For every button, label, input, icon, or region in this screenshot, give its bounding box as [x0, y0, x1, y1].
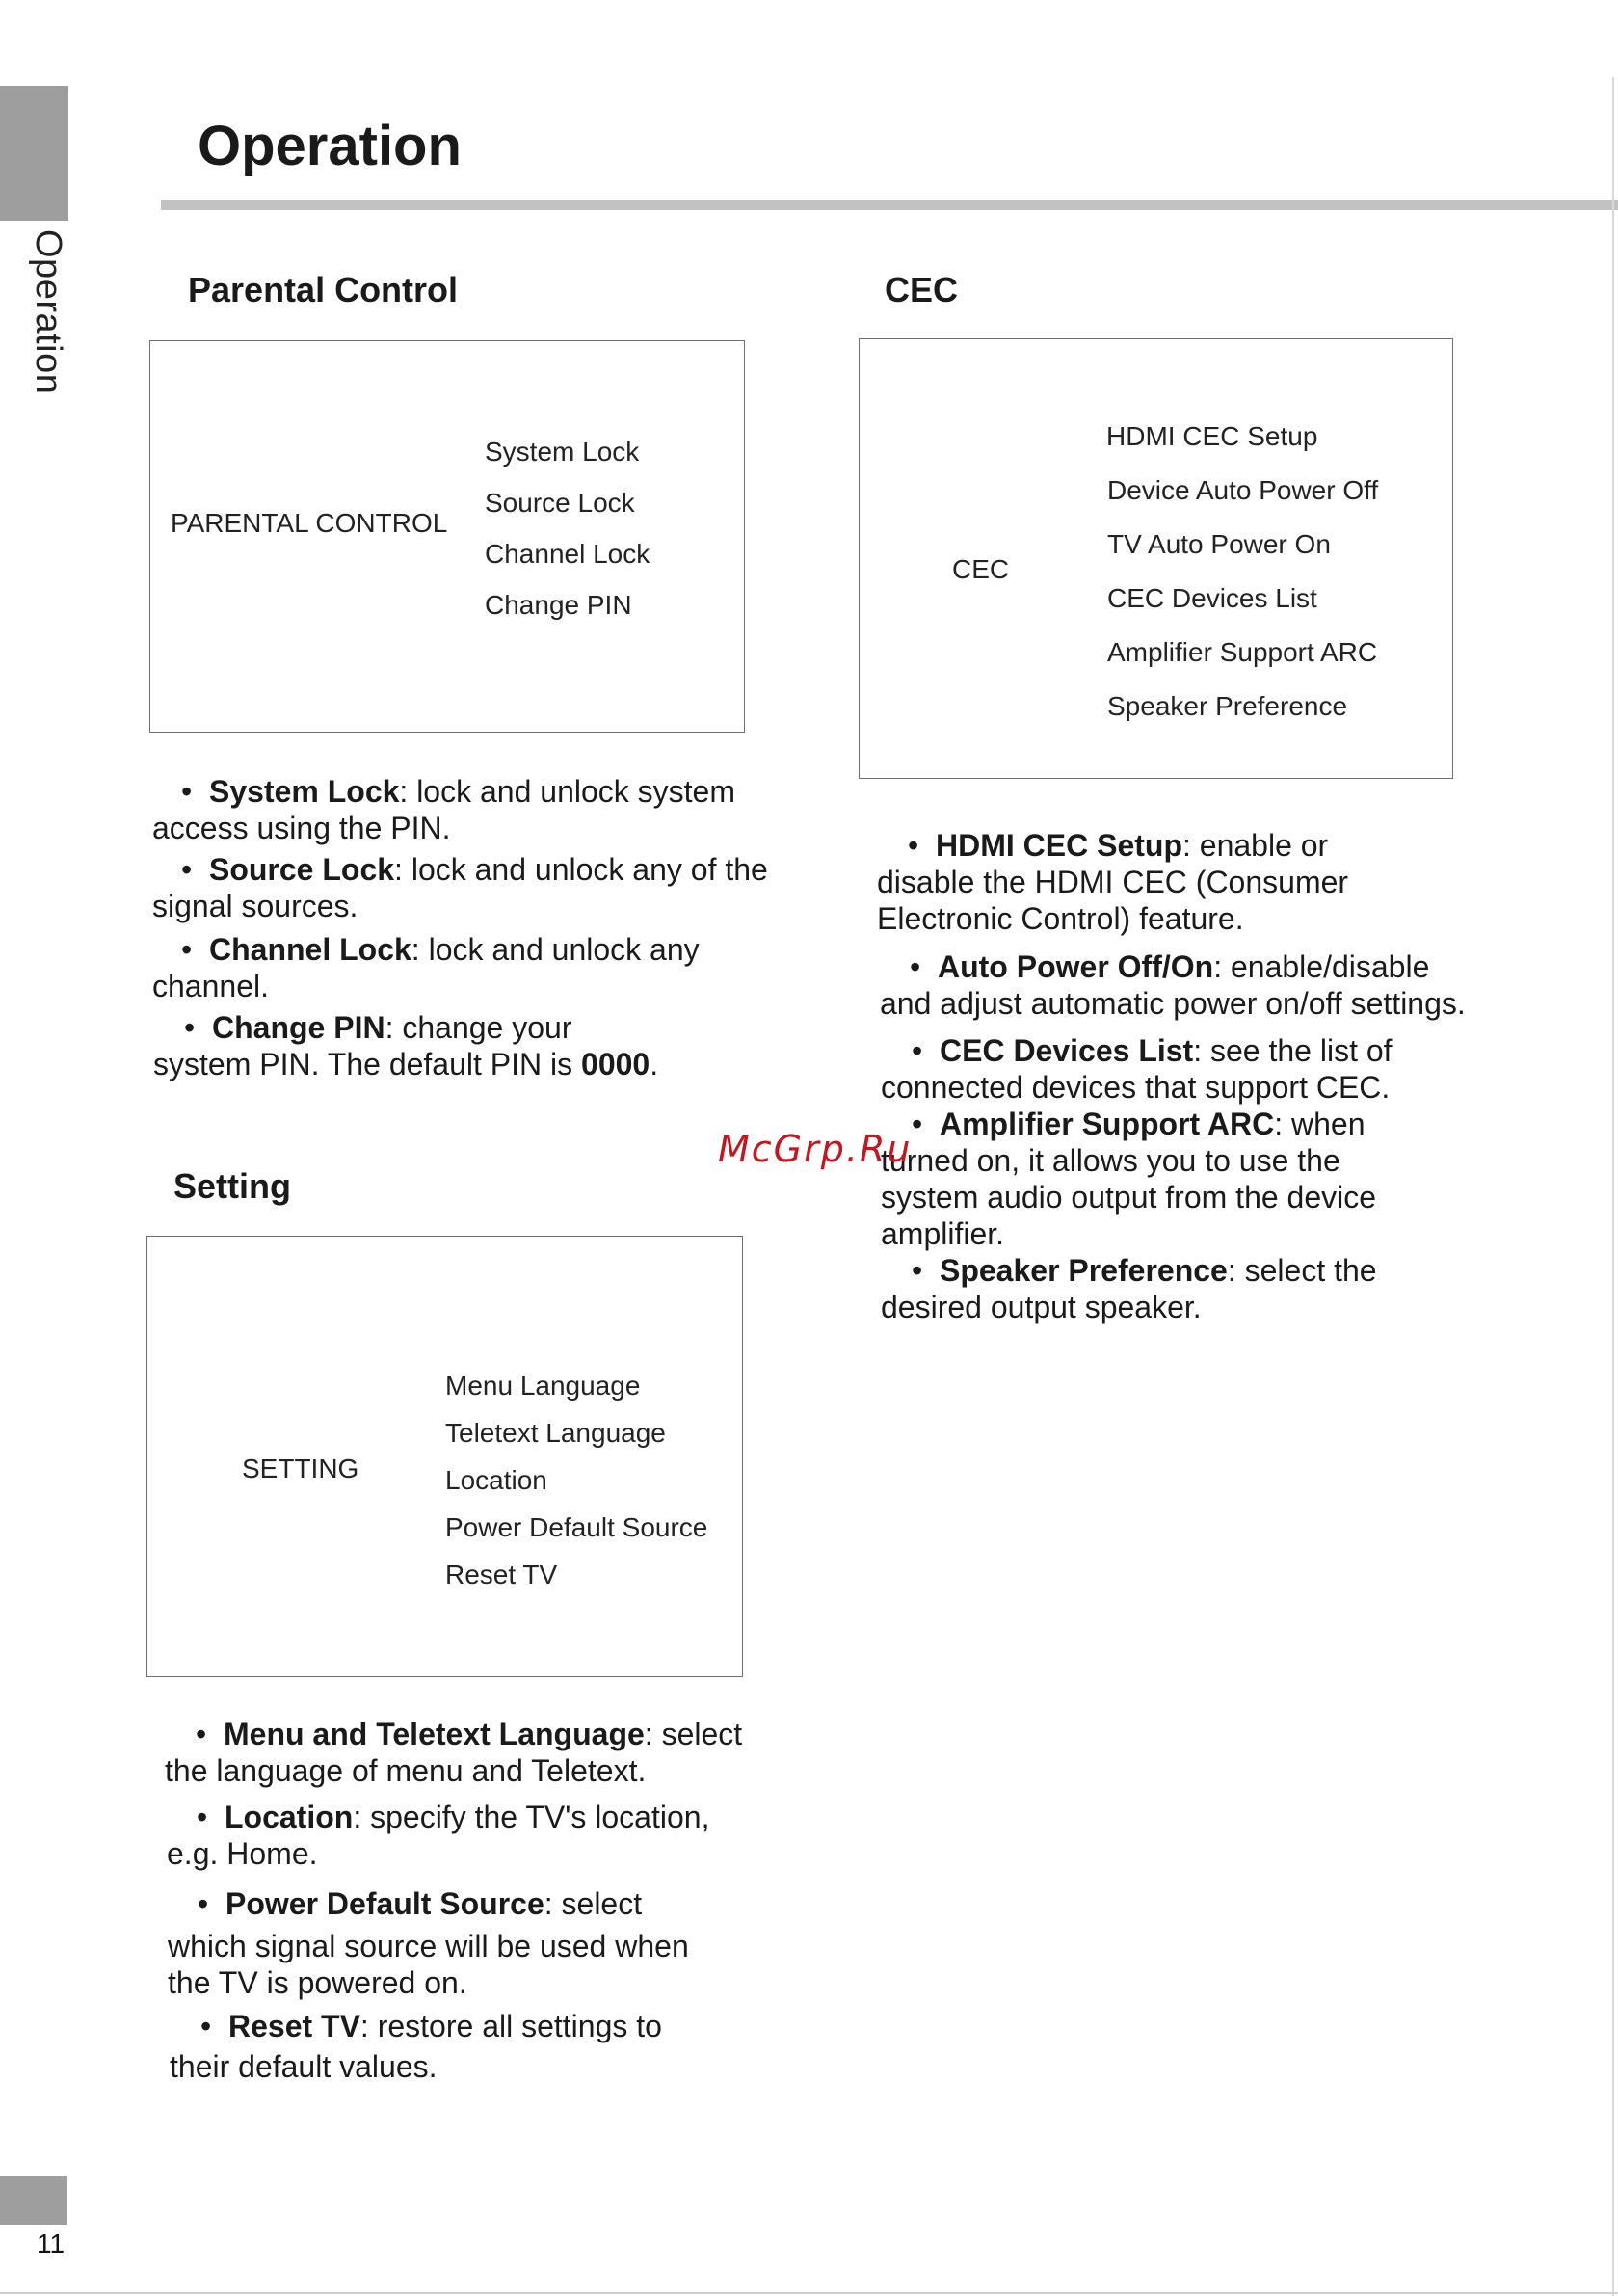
cec-menu-box	[859, 338, 1453, 779]
description-change-pin: • Change PIN: change your	[184, 1010, 572, 1045]
description-system-lock: • System Lock: lock and unlock system	[181, 774, 735, 809]
setting-heading: Setting	[173, 1166, 291, 1206]
cec-box-label: CEC	[952, 554, 1010, 584]
menu-item-menu-language: Menu Language	[445, 1371, 641, 1401]
menu-item-tv-auto-power-on: TV Auto Power On	[1107, 529, 1331, 559]
description-location-cont: e.g. Home.	[167, 1836, 318, 1871]
menu-item-change-pin: Change PIN	[485, 590, 632, 620]
description-source-lock-cont: signal sources.	[152, 889, 358, 923]
side-tab-label: Operation	[28, 229, 68, 395]
description-menu-teletext-language: • Menu and Teletext Language: select	[196, 1717, 743, 1751]
menu-item-cec-devices-list: CEC Devices List	[1107, 583, 1317, 613]
parental-control-box-label: PARENTAL CONTROL	[171, 508, 448, 538]
description-cec-devices-list: • CEC Devices List: see the list of	[912, 1033, 1393, 1068]
description-amplifier-support-arc: • Amplifier Support ARC: when	[912, 1107, 1366, 1141]
menu-item-speaker-preference: Speaker Preference	[1107, 691, 1348, 721]
description-channel-lock-cont: channel.	[152, 969, 269, 1003]
side-tab-marker	[0, 86, 68, 221]
parental-control-heading: Parental Control	[188, 270, 459, 309]
description-location: • Location: specify the TV's location,	[197, 1800, 710, 1834]
description-speaker-preference-cont: desired output speaker.	[881, 1290, 1202, 1324]
description-amplifier-support-arc-cont3: amplifier.	[881, 1216, 1005, 1251]
description-amplifier-support-arc-cont: turned on, it allows you to use the	[881, 1143, 1340, 1178]
description-speaker-preference: • Speaker Preference: select the	[912, 1253, 1377, 1288]
description-power-default-source: • Power Default Source: select	[198, 1886, 643, 1921]
description-reset-tv-cont: their default values.	[170, 2049, 438, 2084]
page-edge-line	[1612, 77, 1614, 2296]
page-number: 11	[37, 2229, 66, 2258]
menu-item-device-auto-power-off: Device Auto Power Off	[1107, 475, 1379, 505]
description-source-lock: • Source Lock: lock and unlock any of the	[181, 852, 768, 887]
description-cec-devices-list-cont: connected devices that support CEC.	[881, 1070, 1391, 1105]
page-bottom-line	[0, 2292, 1618, 2294]
description-hdmi-cec-setup-cont: disable the HDMI CEC (Consumer	[877, 865, 1349, 899]
title-divider	[161, 200, 1618, 210]
cec-heading: CEC	[885, 270, 959, 309]
description-auto-power-cont: and adjust automatic power on/off settings.	[880, 986, 1466, 1021]
parental-control-menu-box	[149, 340, 745, 733]
description-power-default-source-cont: which signal source will be used when	[168, 1929, 689, 1963]
description-auto-power: • Auto Power Off/On: enable/disable	[910, 949, 1430, 984]
description-change-pin-cont: system PIN. The default PIN is 0000.	[153, 1047, 659, 1081]
menu-item-amplifier-support-arc: Amplifier Support ARC	[1107, 637, 1378, 667]
description-menu-teletext-language-cont: the language of menu and Teletext.	[165, 1753, 647, 1788]
description-amplifier-support-arc-cont2: system audio output from the device	[881, 1180, 1377, 1215]
menu-item-hdmi-cec-setup: HDMI CEC Setup	[1106, 421, 1318, 451]
description-channel-lock: • Channel Lock: lock and unlock any	[181, 932, 700, 967]
page-title: Operation	[198, 115, 462, 177]
setting-menu-box	[146, 1236, 743, 1677]
menu-item-channel-lock: Channel Lock	[485, 539, 650, 569]
description-hdmi-cec-setup: • HDMI CEC Setup: enable or	[908, 828, 1329, 863]
setting-box-label: SETTING	[242, 1454, 359, 1483]
menu-item-reset-tv: Reset TV	[445, 1560, 558, 1589]
menu-item-source-lock: Source Lock	[485, 488, 635, 518]
page-number-tab	[0, 2176, 67, 2225]
description-power-default-source-cont2: the TV is powered on.	[168, 1965, 467, 2000]
description-reset-tv: • Reset TV: restore all settings to	[200, 2009, 662, 2043]
description-hdmi-cec-setup-cont2: Electronic Control) feature.	[877, 901, 1244, 936]
menu-item-teletext-language: Teletext Language	[445, 1418, 666, 1448]
description-system-lock-cont: access using the PIN.	[152, 811, 451, 845]
menu-item-system-lock: System Lock	[485, 437, 640, 467]
menu-item-power-default-source: Power Default Source	[445, 1512, 708, 1542]
watermark: McGrp.Ru	[718, 1128, 913, 1170]
menu-item-location: Location	[445, 1465, 547, 1495]
